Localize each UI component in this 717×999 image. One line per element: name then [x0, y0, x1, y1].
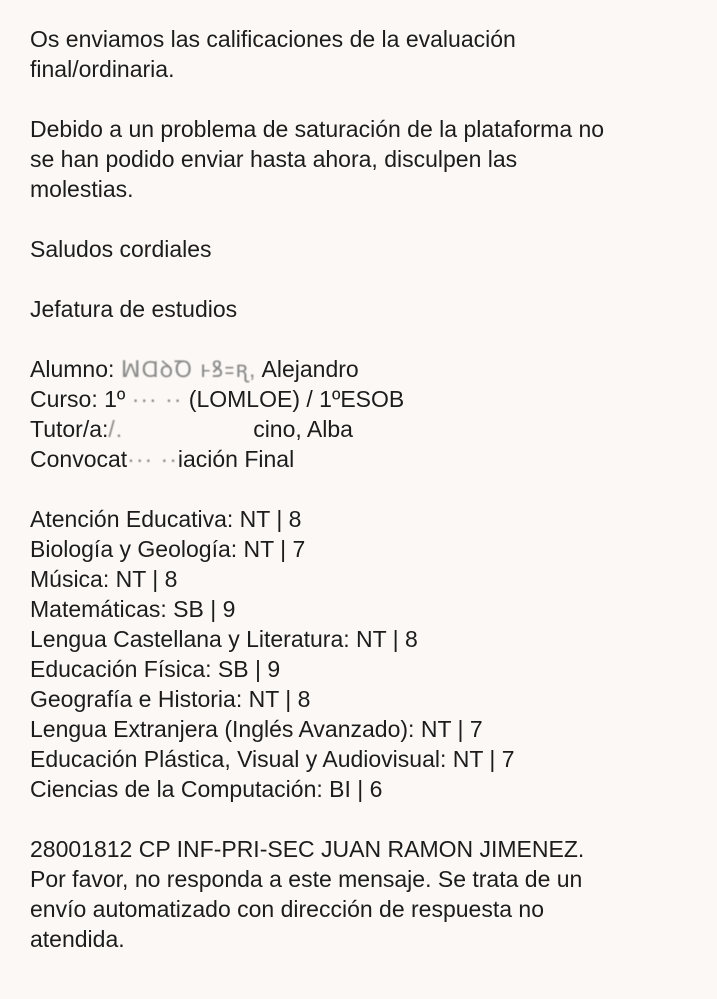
student-name-line: [30, 354, 690, 384]
grade-item: Matemáticas: SB | 9: [30, 596, 236, 622]
grade-item: Educación Plástica, Visual y Audiovisual: NT | 7: [30, 746, 515, 772]
apology-line: molestias.: [30, 176, 134, 202]
footer-line: envío automatizado con dirección de respuesta no: [30, 896, 544, 922]
alumno-label: Alumno:: [30, 356, 115, 382]
footer-paragraph: [30, 834, 690, 954]
course-line: [30, 384, 690, 414]
intro-paragraph: [30, 24, 690, 84]
curso-redacted: ··· ··: [131, 386, 183, 412]
curso-label: Curso: 1º: [30, 386, 126, 412]
apology-line: Debido a un problema de saturación de la plataforma no: [30, 116, 605, 142]
grade-item: Ciencias de la Computación: BI | 6: [30, 776, 383, 802]
apology-line: se han podido enviar hasta ahora, disculpen las: [30, 146, 518, 172]
convocatoria-line: [30, 444, 690, 474]
tutor-line: [30, 414, 690, 444]
apology-paragraph: [30, 114, 690, 204]
grade-item: Atención Educativa: NT | 8: [30, 506, 302, 532]
alumno-name: Alejandro: [261, 356, 359, 382]
intro-line: Os enviamos las calificaciones de la evaluación: [30, 26, 516, 52]
tutor-redacted: /.: [108, 416, 124, 442]
message-body: [30, 24, 690, 984]
intro-line: final/ordinaria.: [30, 56, 175, 82]
signature: Jefatura de estudios: [30, 296, 238, 322]
grade-item: Educación Física: SB | 9: [30, 656, 281, 682]
footer-line: Por favor, no responda a este mensaje. Se trata de un: [30, 866, 583, 892]
student-info: [30, 354, 690, 474]
footer-line: atendida.: [30, 926, 125, 952]
grade-item: Lengua Castellana y Literatura: NT | 8: [30, 626, 418, 652]
tutor-label: Tutor/a:: [30, 416, 109, 442]
grade-item: Lengua Extranjera (Inglés Avanzado): NT | 7: [30, 716, 483, 742]
greeting: Saludos cordiales: [30, 236, 212, 262]
grade-item: Geografía e Historia: NT | 8: [30, 686, 311, 712]
tutor-value: cino, Alba: [253, 416, 353, 442]
conv-label: Convocat: [30, 446, 128, 472]
curso-value: (LOMLOE) / 1ºESOB: [188, 386, 405, 412]
footer-line: 28001812 CP INF-PRI-SEC JUAN RAMON JIMENEZ.: [30, 836, 585, 862]
grade-item: Música: NT | 8: [30, 566, 178, 592]
conv-value: iación Final: [177, 446, 295, 472]
alumno-redacted: ꟽⱭꝺꝹ ⱶꝸ꞊ꭆ,: [120, 356, 257, 382]
grade-item: Biología y Geología: NT | 7: [30, 536, 306, 562]
conv-redacted: ··· ··: [127, 446, 178, 472]
grades-list: [30, 504, 690, 804]
